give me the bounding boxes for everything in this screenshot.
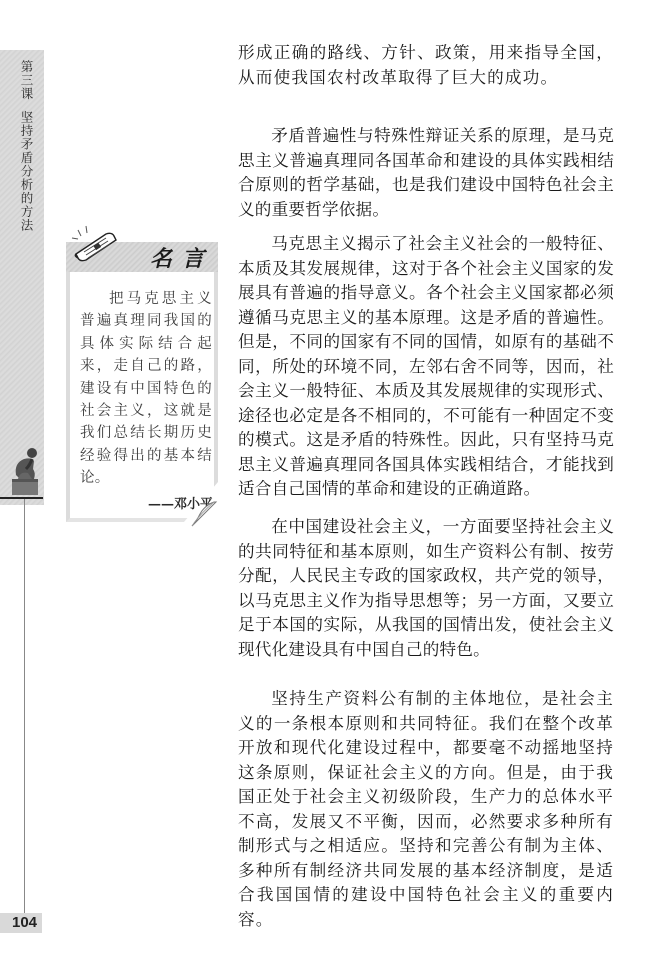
paragraph-4: 在中国建设社会主义，一方面要坚持社会主义的共同特征和基本原则，如生产资料公有制、按劳分配，人民民主专政的国家政权，共产党的领导，以马克思主义作为指导思想等；另一方面，又要立足于本国的实际，从我国的国情出发，使社会主义现代化建设具有中国自己的特色。 — [238, 517, 614, 659]
quote-heading: 名言 — [149, 247, 214, 272]
lesson-number: 第三课 — [19, 60, 34, 101]
newspaper-icon — [70, 224, 120, 264]
page-number: 104 — [12, 914, 38, 931]
paragraph-2: 矛盾普遍性与特殊性辩证关系的原理，是马克思主义普遍真理同各国革命和建设的具体实践相结合原则的哲学基础，也是我们建设中国特色社会主义的重要哲学依据。 — [238, 126, 614, 219]
margin-rule-vertical — [24, 499, 25, 914]
lesson-running-title — [18, 60, 34, 232]
paragraph-1: 形成正确的路线、方针、政策，用来指导全国，从而使我国农村改革取得了巨大的成功。 — [238, 43, 614, 87]
famous-quote-box — [66, 232, 218, 522]
margin-rule-horizontal — [0, 497, 43, 499]
quote-text: 把马克思主义普遍真理同我国的具体实际结合起来，走自己的路，建设有中国特色的社会主义，这就是我们总结长期历史经验得出的基本结论。 — [80, 291, 212, 487]
quote-author: ——邓小平 — [148, 497, 214, 512]
lesson-title: 坚持矛盾分析的方法 — [19, 110, 34, 232]
thinker-statue-icon — [6, 445, 44, 495]
page-curl-icon — [190, 500, 220, 530]
paragraph-3: 马克思主义揭示了社会主义社会的一般特征、本质及其发展规律，这对于各个社会主义国家的发展具有普遍的指导意义。各个社会主义国家都必须遵循马克思主义的基本原理。这是矛盾的普遍性。但是，不同的国家有不同的国情，如原有的基础不同，所处的环境不同，左邻右舍不同等，因而，社会主义一般特征、本质及其发展规律的实现形式、途径也必定是各不相同的，不可能有一种固定不变的模式。这是矛盾的特殊性。因此，只有坚持马克思主义普遍真理同各国具体实践相结合，才能找到适合自己国情的革命和建设的正确道路。 — [238, 234, 614, 498]
paragraph-5: 坚持生产资料公有制的主体地位，是社会主义的一条根本原则和共同特征。我们在整个改革开放和现代化建设过程中，都要毫不动摇地坚持这条原则，保证社会主义的方向。但是，由于我国正处于社会主义初级阶段，生产力的总体水平不高，发展又不平衡，因而，必然要求多种所有制形式与之相适应。坚持和完善公有制为主体、多种所有制经济共同发展的基本经济制度，是适合我国国情的建设中国特色社会主义的重要内容。 — [238, 689, 614, 929]
